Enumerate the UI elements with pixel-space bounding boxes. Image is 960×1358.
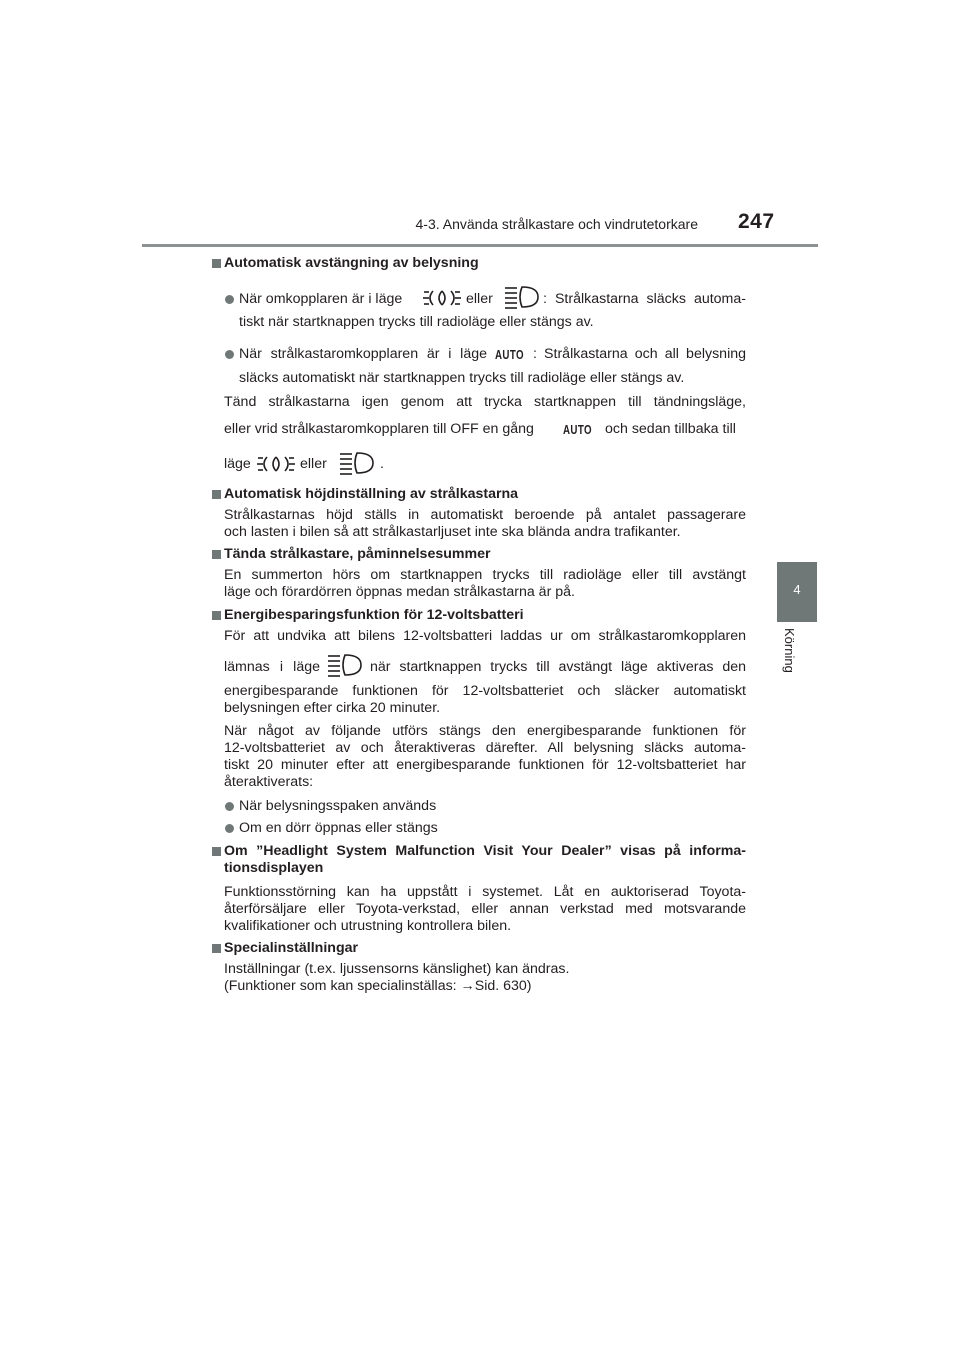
text-line: . [380, 456, 384, 472]
text-line: återförsäljare eller Toyota-verkstad, eller annan verkstad med motsvarande [224, 901, 746, 917]
list-bullet [225, 350, 234, 359]
text-line: när startknappen trycks till avstängt läge aktiveras den [370, 659, 746, 675]
text-line: och sedan tillbaka till [605, 421, 736, 437]
parking-lights-icon [256, 451, 296, 477]
text-line: kvalifikationer och utrustning kontrollera bilen. [224, 918, 512, 934]
section-title-leveling: Automatisk höjdinställning av strålkastarna [224, 486, 519, 502]
list-item: Om en dörr öppnas eller stängs [239, 820, 438, 836]
section-bullet [212, 847, 221, 856]
text-line: läge och förardörren öppnas medan strålkastarna är på. [224, 584, 575, 600]
section-title-customization: Specialinställningar [224, 940, 359, 956]
header-divider [142, 244, 818, 247]
section-bullet [212, 944, 221, 953]
text-line: energibesparande funktionen för 12-voltsbatteriet och släcker automatiskt [224, 683, 746, 699]
section-bullet [212, 259, 221, 268]
text-line: När omkopplaren är i läge [239, 291, 403, 307]
headlights-icon [337, 449, 375, 477]
text-line: (Funktioner som kan specialinställas: →Sid. 630) [224, 978, 532, 994]
text-line: 12-voltsbatteriet av och återaktiveras därefter. All belysning släcks automa- [224, 740, 746, 756]
text-line: släcks automatiskt när startknappen trycks till radioläge eller stängs av. [239, 370, 685, 386]
text-line: tiskt när startknappen trycks till radioläge eller stängs av. [239, 314, 594, 330]
text-line: eller [300, 456, 327, 472]
text-line: och lasten i bilen så att strålkastarljuset inte ska blända andra trafikanter. [224, 524, 681, 540]
text-line: : Strålkastarna och all belysning [533, 346, 746, 362]
auto-symbol: AUTO [563, 423, 593, 437]
list-bullet [225, 802, 234, 811]
headlights-icon [502, 283, 540, 311]
text-line: Funktionsstörning kan ha uppstått i systemet. Låt en auktoriserad Toyota- [224, 884, 746, 900]
text-line: Strålkastarnas höjd ställs in automatiskt beroende på antalet passagerare [224, 507, 746, 523]
page-number: 247 [738, 210, 775, 233]
text-line: belysningen efter cirka 20 minuter. [224, 700, 441, 716]
list-item: När belysningsspaken används [239, 798, 437, 814]
text-line: När något av följande utförs stängs den energibesparande funktionen för [224, 723, 746, 739]
section-bullet [212, 550, 221, 559]
section-title-malfunction: Om ”Headlight System Malfunction Visit Your Dealer” visas på informa- [224, 843, 746, 859]
text-line: Tänd strålkastarna igen genom att trycka startknappen till tändningsläge, [224, 394, 746, 410]
text-line: eller vrid strålkastaromkopplaren till OFF en gång [224, 421, 534, 437]
list-bullet [225, 824, 234, 833]
parking-lights-icon [422, 285, 462, 311]
text-line: återaktiverats: [224, 774, 314, 790]
text-line: tiskt 20 minuter efter att energibesparande funktionen för 12-voltsbatteriet har [224, 757, 746, 773]
chapter-tab [777, 562, 817, 622]
text-line: Inställningar (t.ex. ljussensorns känslighet) kan ändras. [224, 961, 570, 977]
text-line: En summerton hörs om startknappen trycks till radioläge eller till avstängt [224, 567, 746, 583]
headlights-icon [325, 651, 363, 679]
section-bullet [212, 490, 221, 499]
text-line: läge [224, 456, 251, 472]
text-line: lämnas i läge [224, 659, 320, 675]
list-bullet [225, 295, 234, 304]
section-title-battery-saver: Energibesparingsfunktion för 12-voltsbatteri [224, 607, 524, 623]
section-title-buzzer: Tända strålkastare, påminnelsesummer [224, 546, 491, 562]
text-line: För att undvika att bilens 12-voltsbatteri laddas ur om strålkastaromkopplaren [224, 628, 746, 644]
text-line: eller [466, 291, 493, 307]
chapter-label: Körning [782, 628, 797, 673]
section-title-malfunction-cont: tionsdisplayen [224, 860, 324, 876]
text-line: När strålkastaromkopplaren är i läge [239, 346, 487, 362]
section-bullet [212, 611, 221, 620]
section-title-auto-off: Automatisk avstängning av belysning [224, 255, 479, 271]
section-title: 4-3. Använda strålkastare och vindrutetorkare [415, 216, 698, 232]
text-line: : Strålkastarna släcks automa- [543, 291, 746, 307]
auto-symbol: AUTO [495, 348, 525, 362]
chapter-number: 4 [793, 582, 801, 597]
chapter-label-container [779, 628, 815, 688]
